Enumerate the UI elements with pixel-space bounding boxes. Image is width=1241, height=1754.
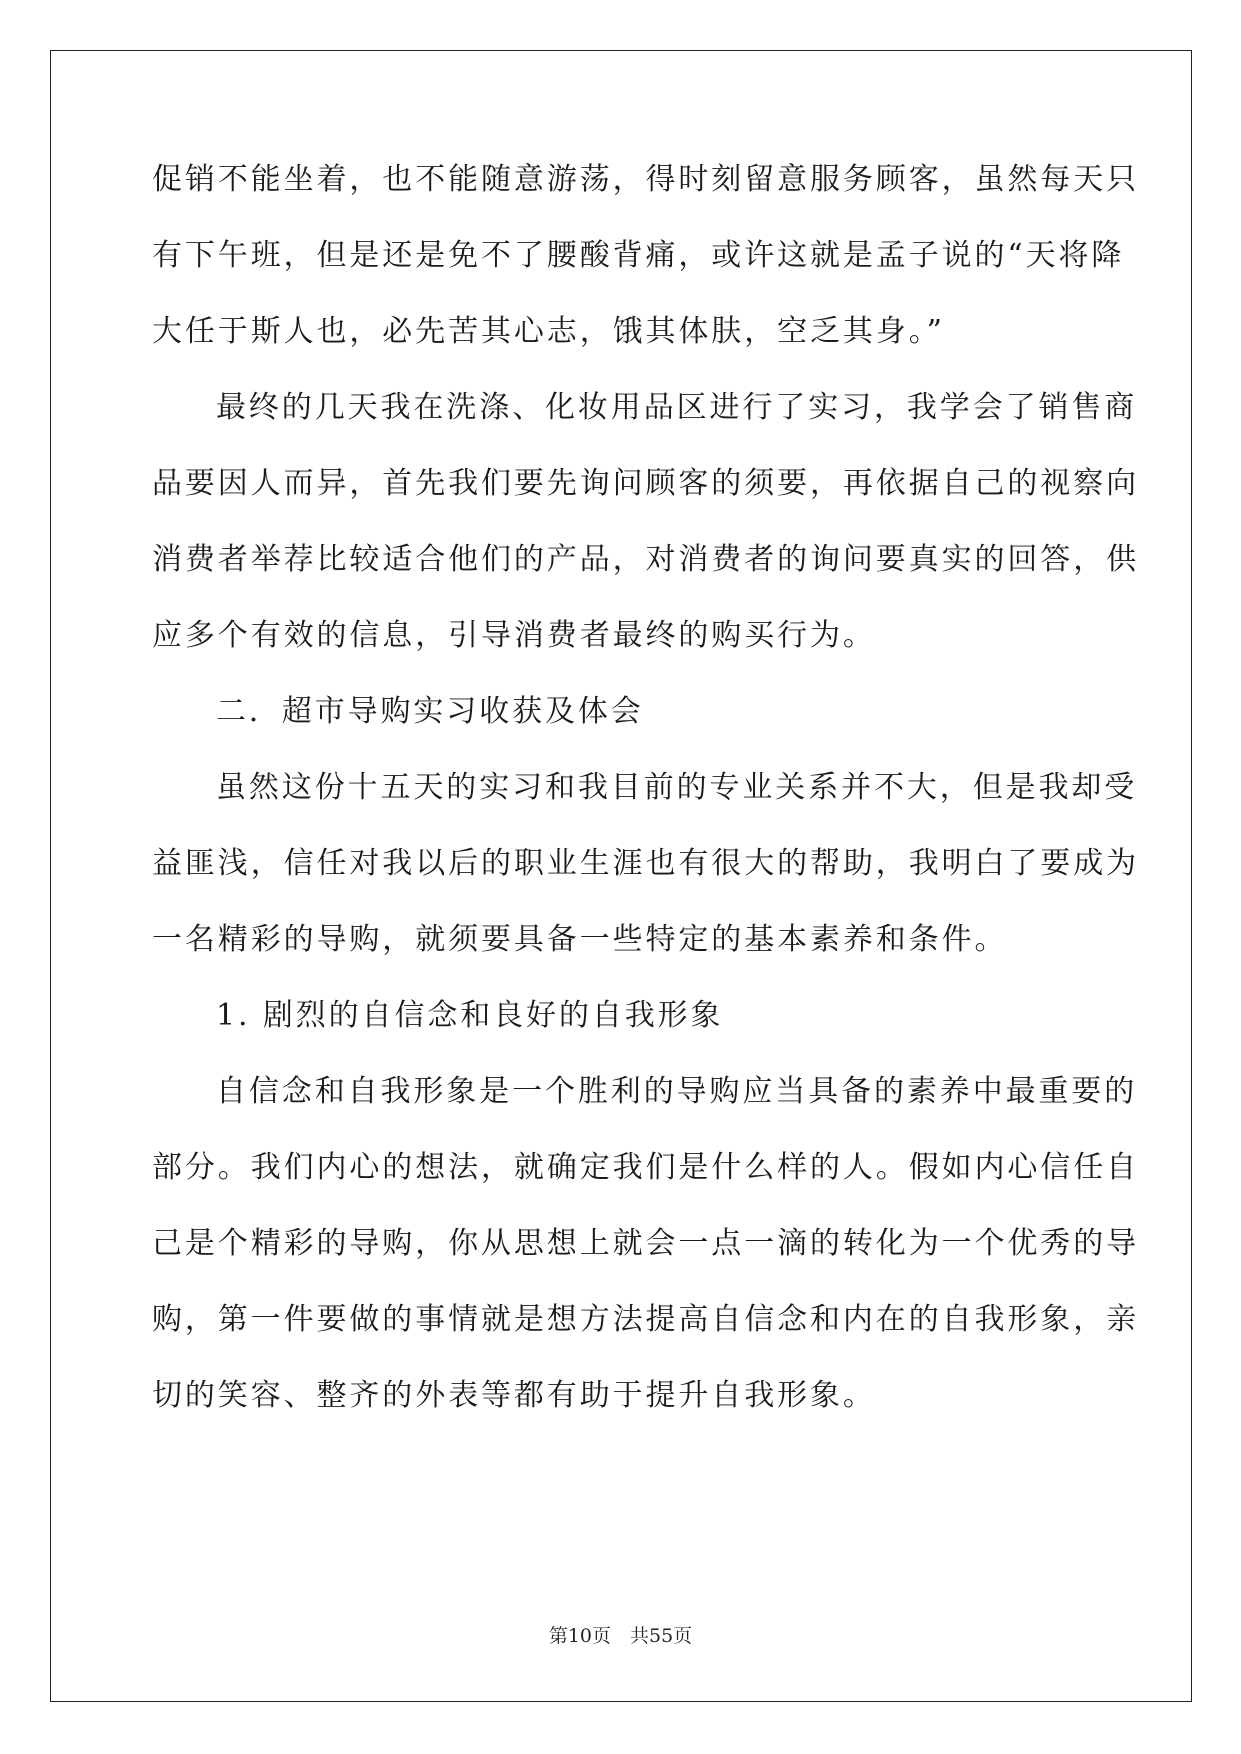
text-line: 有下午班，但是还是免不了腰酸背痛，或许这就是孟子说的“天将降 [152, 238, 1125, 273]
text-line: 促销不能坐着，也不能随意游荡，得时刻留意服务顾客，虽然每天只 [152, 162, 1139, 197]
text-line: 自信念和自我形象是一个胜利的导购应当具备的素养中最重要的 [216, 1074, 1138, 1109]
section-heading: 二．超市导购实习收获及体会 [216, 694, 644, 729]
text-line: 品要因人而异，首先我们要先询问顾客的须要，再依据自己的视察向 [152, 466, 1139, 501]
text-line: 益匪浅，信任对我以后的职业生涯也有很大的帮助，我明白了要成为 [152, 846, 1139, 881]
subsection-heading: 1. 剧烈的自信念和良好的自我形象 [216, 998, 724, 1033]
text-line: 消费者举荐比较适合他们的产品，对消费者的询问要真实的回答，供 [152, 542, 1139, 577]
text-line: 一名精彩的导购，就须要具备一些特定的基本素养和条件。 [152, 922, 1008, 957]
text-line: 虽然这份十五天的实习和我目前的专业关系并不大，但是我却受 [216, 770, 1138, 805]
text-line: 切的笑容、整齐的外表等都有助于提升自我形象。 [152, 1378, 876, 1413]
text-line: 应多个有效的信息，引导消费者最终的购买行为。 [152, 618, 876, 653]
text-line: 最终的几天我在洗涤、化妆用品区进行了实习，我学会了销售商 [216, 390, 1138, 425]
text-line: 大任于斯人也，必先苦其心志，饿其体肤，空乏其身。” [152, 314, 945, 349]
text-line: 部分。我们内心的想法，就确定我们是什么样的人。假如内心信任自 [152, 1150, 1139, 1185]
page-number: 第10页 共55页 [548, 1625, 693, 1647]
text-line: 购，第一件要做的事情就是想方法提高自信念和内在的自我形象，亲 [152, 1302, 1139, 1337]
text-line: 己是个精彩的导购，你从思想上就会一点一滴的转化为一个优秀的导 [152, 1226, 1139, 1261]
